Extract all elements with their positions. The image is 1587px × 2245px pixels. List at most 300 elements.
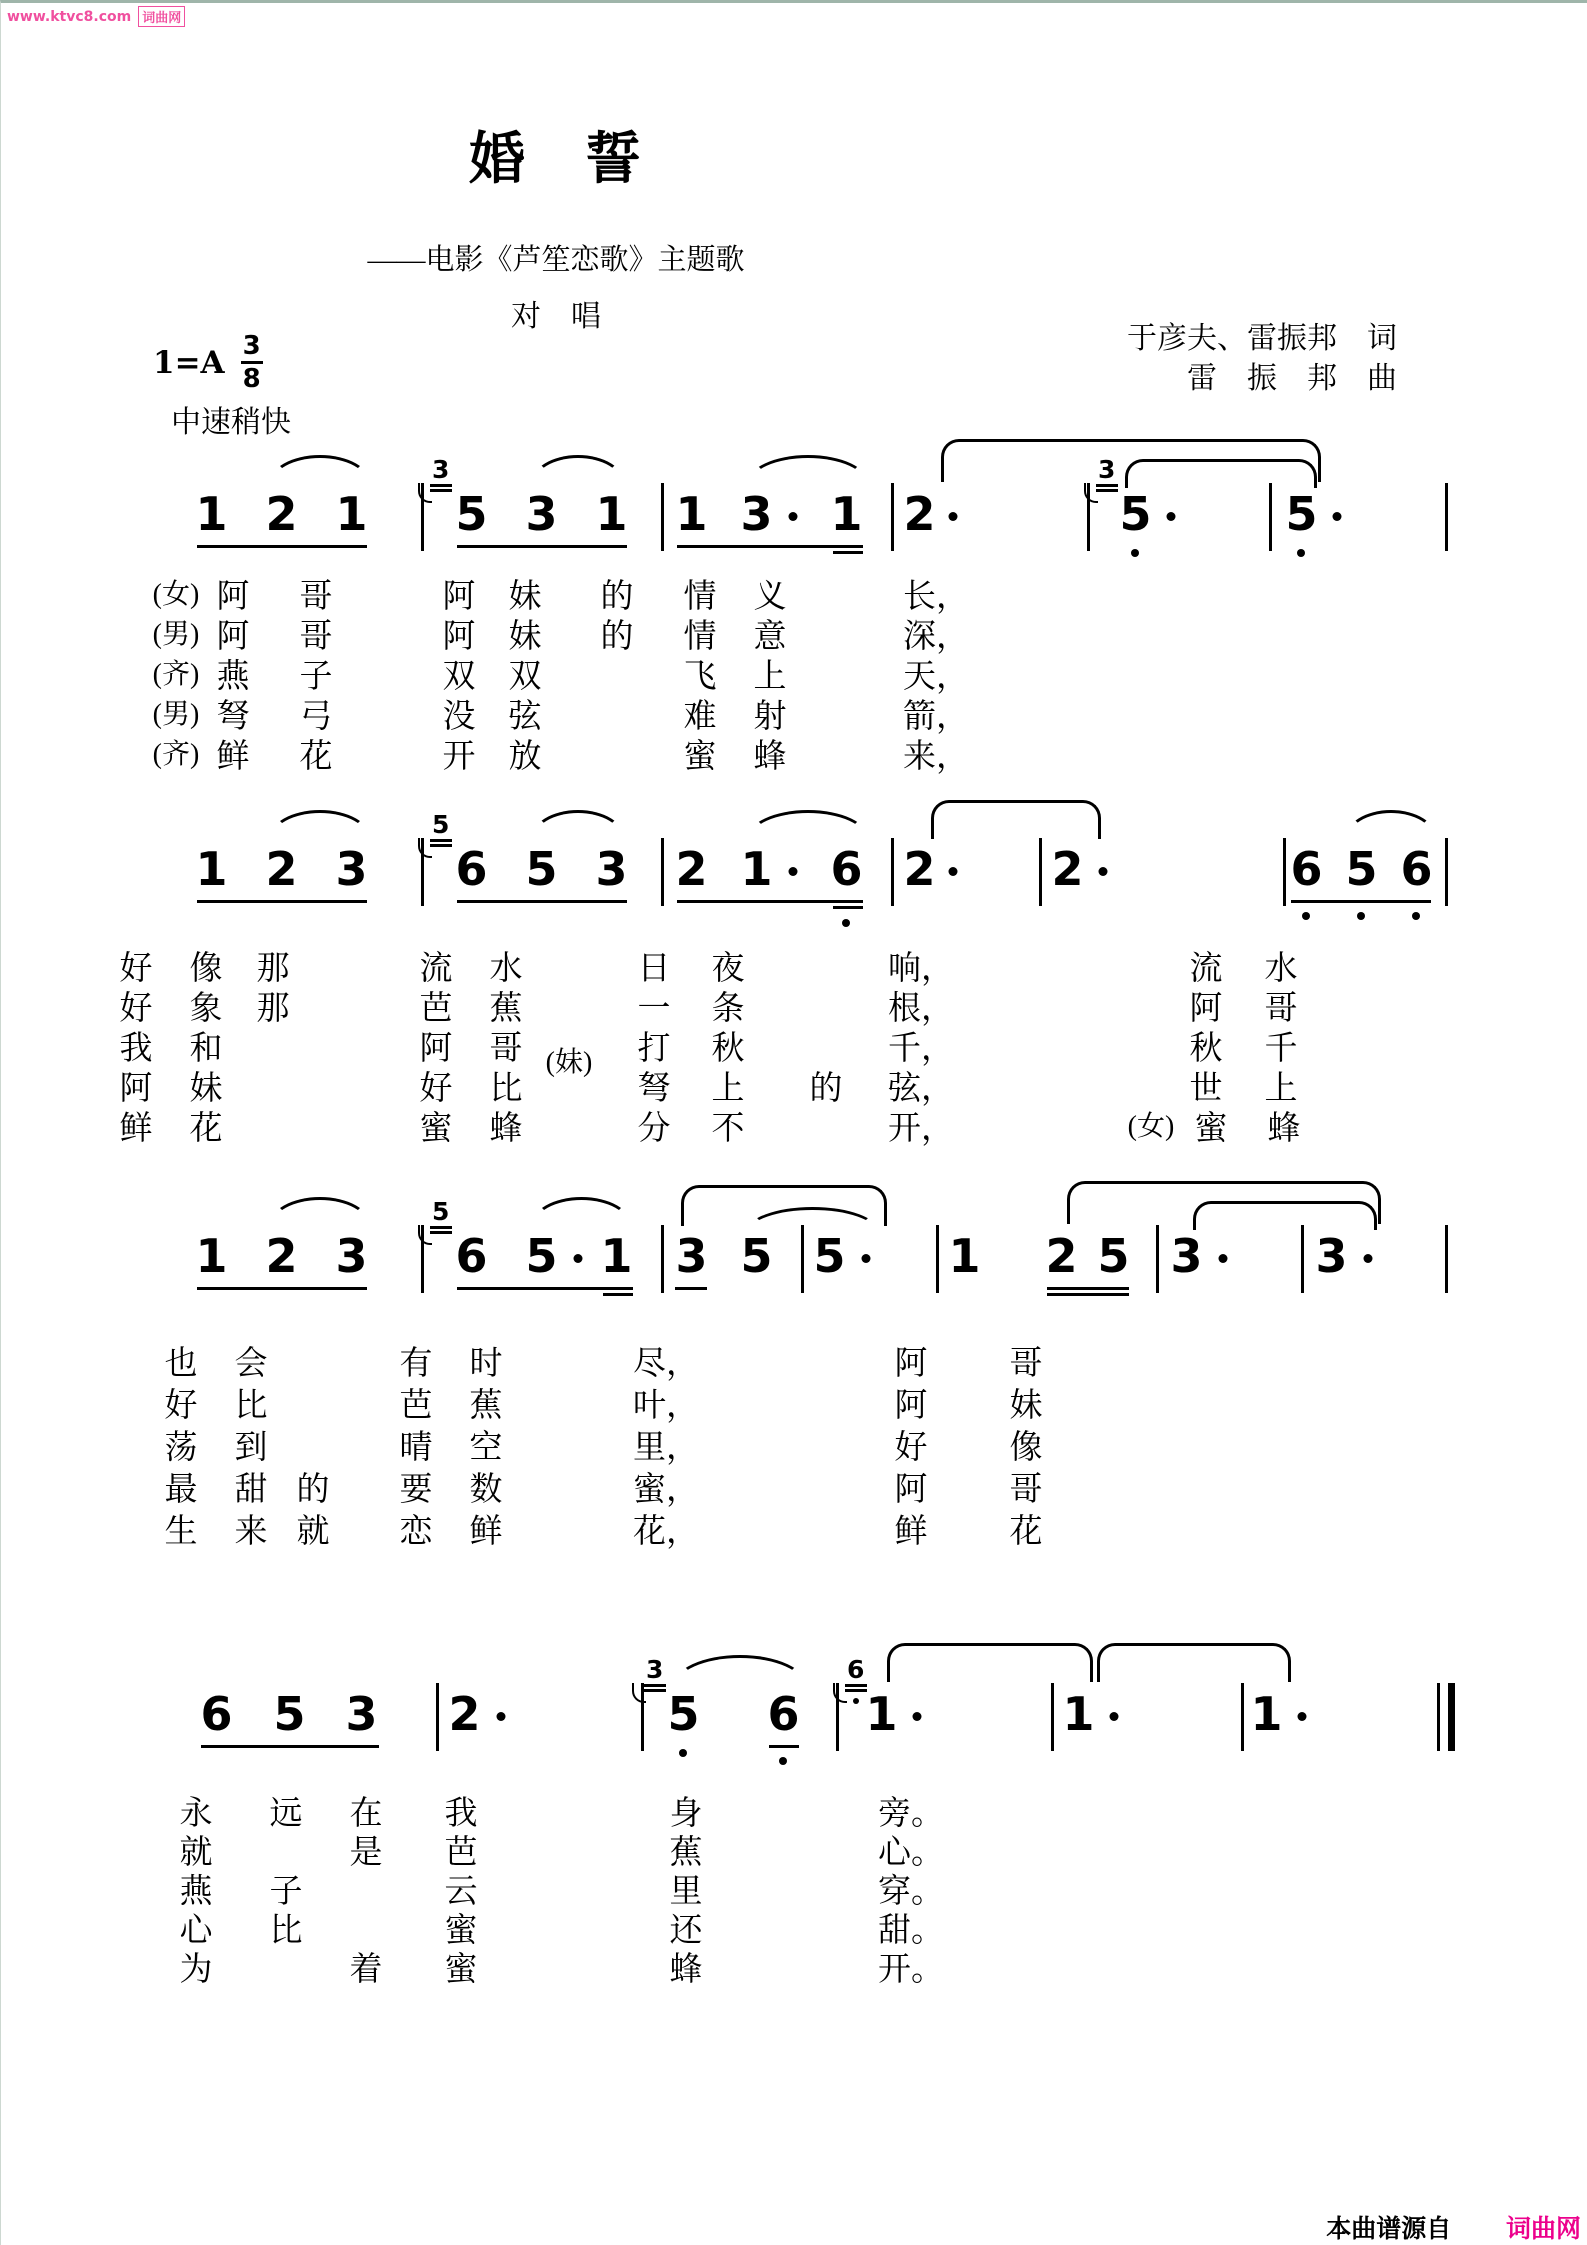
lyric-char: 象 bbox=[189, 991, 223, 1027]
lyric-char: 阿 bbox=[894, 1472, 928, 1508]
lyric-char: 燕 bbox=[216, 659, 250, 695]
beam-line bbox=[457, 545, 627, 548]
lyric-char: 情 bbox=[683, 619, 717, 655]
lyric-char: 意 bbox=[753, 619, 787, 655]
lyric-char: 和 bbox=[189, 1031, 223, 1067]
note-digit: 1 bbox=[335, 487, 367, 541]
beam-line bbox=[197, 545, 367, 548]
slur-arc bbox=[531, 1197, 632, 1226]
lyric-char: 鲜 bbox=[894, 1514, 928, 1550]
barline bbox=[936, 1225, 939, 1293]
note-digit: 6 bbox=[200, 1687, 232, 1741]
tie-bracket bbox=[1193, 1201, 1377, 1230]
credits bbox=[1127, 319, 1397, 399]
meter-numerator: 3 bbox=[242, 331, 261, 361]
grace-note: 3 bbox=[423, 457, 459, 482]
key-value: 1=A bbox=[153, 344, 225, 381]
slur-arc bbox=[747, 455, 869, 484]
slur-arc bbox=[269, 810, 371, 839]
augmentation-dot bbox=[789, 512, 798, 521]
note-digit: 5 bbox=[1345, 842, 1377, 896]
end-barline bbox=[1445, 838, 1448, 906]
lyric-char: 就 bbox=[296, 1514, 330, 1550]
note-digit: 6 bbox=[830, 842, 862, 896]
grace-note: 3 bbox=[637, 1657, 673, 1682]
note-digit: 2 bbox=[1051, 842, 1083, 896]
lyric-char: 蜜 bbox=[1194, 1111, 1228, 1147]
lyric-char: 里， bbox=[633, 1430, 699, 1466]
note-digit: 1 bbox=[865, 1687, 897, 1741]
lyric-char: 子 bbox=[299, 659, 333, 695]
beam-line bbox=[1047, 1293, 1129, 1296]
note-digit: 5 bbox=[740, 1229, 772, 1283]
lyric-char: 阿 bbox=[894, 1388, 928, 1424]
lyric-char: 那 bbox=[256, 951, 290, 987]
barline bbox=[661, 838, 664, 906]
lyric-char: 妹 bbox=[1009, 1388, 1043, 1424]
lyric-char: 数 bbox=[469, 1472, 503, 1508]
footer-source-text: 本曲谱源自 bbox=[1326, 2214, 1452, 2243]
note-digit: 5 bbox=[1097, 1229, 1129, 1283]
grace-note: 5 bbox=[423, 812, 459, 837]
note-digit: 5 bbox=[667, 1687, 699, 1741]
slur-arc bbox=[673, 1655, 807, 1686]
augmentation-dot bbox=[1099, 867, 1108, 876]
note-digit: 5 bbox=[1119, 487, 1151, 541]
end-barline bbox=[1445, 1225, 1448, 1293]
lyric-char: 哥 bbox=[1009, 1346, 1043, 1382]
lyric-char: 哥 bbox=[299, 619, 333, 655]
lyric-char: 夜 bbox=[711, 951, 745, 987]
lyric-char: 的 bbox=[809, 1071, 843, 1107]
note-digit: 6 bbox=[1400, 842, 1432, 896]
note-digit: 6 bbox=[1290, 842, 1322, 896]
beam-line bbox=[677, 545, 863, 548]
note-digit: 5 bbox=[525, 1229, 557, 1283]
lyric-char: 放 bbox=[508, 739, 542, 775]
slur-arc bbox=[531, 810, 625, 839]
augmentation-dot bbox=[1298, 1712, 1307, 1721]
note-digit: 1 bbox=[1250, 1687, 1282, 1741]
note-digit: 2 bbox=[265, 1229, 297, 1283]
lyric-char: 弩 bbox=[216, 699, 250, 735]
octave-dot-low bbox=[679, 1749, 687, 1757]
beam-line bbox=[675, 1287, 707, 1290]
augmentation-dot bbox=[949, 512, 958, 521]
lyric-char: 花 bbox=[189, 1111, 223, 1147]
lyric-char: 远 bbox=[269, 1796, 303, 1832]
lyric-char: 开。 bbox=[878, 1952, 944, 1988]
barline bbox=[891, 483, 894, 551]
beam-line bbox=[197, 1287, 367, 1290]
note-digit: 5 bbox=[525, 842, 557, 896]
barline bbox=[421, 838, 424, 906]
lyric-char: 上 bbox=[711, 1071, 745, 1107]
lyric-char: 蜂 bbox=[489, 1111, 523, 1147]
lyric-char: 开， bbox=[888, 1111, 954, 1147]
performance-type: 对 唱 bbox=[511, 300, 601, 333]
lyric-char: 流 bbox=[419, 951, 453, 987]
lyric-char: 妹 bbox=[189, 1071, 223, 1107]
slur-arc bbox=[747, 810, 869, 839]
note-digit: 2 bbox=[903, 842, 935, 896]
barline bbox=[1039, 838, 1042, 906]
barline bbox=[1051, 1683, 1054, 1751]
note-digit: 3 bbox=[525, 487, 557, 541]
lyric-char: 里 bbox=[669, 1874, 703, 1910]
lyric-char: 蜂 bbox=[1267, 1111, 1301, 1147]
lyric-char: 哥 bbox=[489, 1031, 523, 1067]
octave-dot-low bbox=[842, 919, 850, 927]
lyric-char: 尽， bbox=[633, 1346, 699, 1382]
slur-arc bbox=[531, 455, 625, 484]
lyric-char: 在 bbox=[349, 1796, 383, 1832]
lyric-char: 最 bbox=[164, 1472, 198, 1508]
beam-line bbox=[197, 900, 367, 903]
lyric-char: 阿 bbox=[216, 619, 250, 655]
lyric-char: 荡 bbox=[164, 1430, 198, 1466]
lyric-char: 旁。 bbox=[878, 1796, 944, 1832]
lyric-char: 蜜， bbox=[633, 1472, 699, 1508]
note-digit: 1 bbox=[600, 1229, 632, 1283]
lyric-char: 就 bbox=[179, 1835, 213, 1871]
lyric-char: (妹) bbox=[545, 1047, 593, 1078]
tie-bracket bbox=[887, 1643, 1093, 1682]
barline bbox=[836, 1683, 839, 1751]
note-digit: 1 bbox=[195, 487, 227, 541]
octave-dot-low bbox=[853, 1698, 859, 1704]
lyric-char: 的 bbox=[600, 579, 634, 615]
augmentation-dot bbox=[789, 867, 798, 876]
lyric-char: 阿 bbox=[419, 1031, 453, 1067]
lyric-char: (女) bbox=[152, 579, 200, 610]
lyric-char: 分 bbox=[637, 1111, 671, 1147]
lyric-char: 要 bbox=[399, 1472, 433, 1508]
barline bbox=[421, 483, 424, 551]
lyric-char: (女) bbox=[1127, 1111, 1175, 1142]
octave-dot-low bbox=[1412, 912, 1420, 920]
lyric-char: 双 bbox=[442, 659, 476, 695]
lyric-char: 芭 bbox=[419, 991, 453, 1027]
lyric-char: 穿。 bbox=[878, 1874, 944, 1910]
lyric-char: 没 bbox=[442, 699, 476, 735]
beam-line bbox=[833, 906, 863, 909]
grace-note: 6 bbox=[838, 1657, 874, 1682]
lyric-char: 花， bbox=[633, 1514, 699, 1550]
composer-credit: 雷 振 邦 曲 bbox=[1187, 362, 1397, 395]
lyric-char: 蜂 bbox=[669, 1952, 703, 1988]
lyric-char: 开 bbox=[442, 739, 476, 775]
lyric-char: 甜 bbox=[234, 1472, 268, 1508]
slur-arc bbox=[269, 1197, 371, 1226]
lyric-char: 像 bbox=[1009, 1430, 1043, 1466]
lyric-char: 叶， bbox=[633, 1388, 699, 1424]
lyric-char: 还 bbox=[669, 1913, 703, 1949]
lyric-char: 秋 bbox=[711, 1031, 745, 1067]
lyric-char: 鲜 bbox=[119, 1111, 153, 1147]
end-barline bbox=[1437, 1683, 1440, 1751]
augmentation-dot bbox=[949, 867, 958, 876]
octave-dot-low bbox=[779, 1757, 787, 1765]
lyric-char: 身 bbox=[669, 1796, 703, 1832]
lyric-char: 妹 bbox=[508, 579, 542, 615]
watermark-site-badge[interactable]: 词曲网 bbox=[138, 6, 185, 27]
lyric-char: 那 bbox=[256, 991, 290, 1027]
lyric-char: 像 bbox=[189, 951, 223, 987]
beam-line bbox=[769, 1745, 799, 1748]
note-digit: 1 bbox=[595, 487, 627, 541]
lyric-char: 的 bbox=[600, 619, 634, 655]
augmentation-dot bbox=[1219, 1254, 1228, 1263]
lyric-char: 水 bbox=[1264, 951, 1298, 987]
tempo-marking: 中速稍快 bbox=[171, 406, 291, 439]
note-digit: 5 bbox=[455, 487, 487, 541]
lyric-char: 空 bbox=[469, 1430, 503, 1466]
lyric-char: 好 bbox=[119, 991, 153, 1027]
lyric-char: 哥 bbox=[299, 579, 333, 615]
watermark-url[interactable]: www.ktvc8.com bbox=[7, 8, 132, 25]
lyric-char: 一 bbox=[637, 991, 671, 1027]
lyricist-credit: 于彦夫、雷振邦 词 bbox=[1127, 322, 1397, 355]
barline bbox=[1269, 483, 1272, 551]
site-watermark[interactable] bbox=[7, 6, 185, 27]
note-digit: 3 bbox=[675, 1229, 707, 1283]
barline bbox=[1087, 483, 1090, 551]
lyric-char: 义 bbox=[753, 579, 787, 615]
octave-dot-low bbox=[1302, 912, 1310, 920]
note-digit: 3 bbox=[1315, 1229, 1347, 1283]
lyric-char: 好 bbox=[894, 1430, 928, 1466]
note-digit: 1 bbox=[830, 487, 862, 541]
lyric-char: 深， bbox=[903, 619, 969, 655]
note-digit: 5 bbox=[273, 1687, 305, 1741]
octave-dot-low bbox=[1297, 549, 1305, 557]
lyric-char: 不 bbox=[711, 1111, 745, 1147]
lyric-char: 来 bbox=[234, 1514, 268, 1550]
lyric-char: 响， bbox=[888, 951, 954, 987]
beam-line bbox=[1047, 1287, 1129, 1290]
note-digit: 6 bbox=[767, 1687, 799, 1741]
barline bbox=[1283, 838, 1286, 906]
barline bbox=[891, 838, 894, 906]
tie-bracket bbox=[931, 800, 1101, 839]
note-digit: 2 bbox=[903, 487, 935, 541]
barline bbox=[661, 483, 664, 551]
lyric-char: 鲜 bbox=[469, 1514, 503, 1550]
lyric-char: 比 bbox=[234, 1388, 268, 1424]
lyric-char: 蜜 bbox=[419, 1111, 453, 1147]
song-subtitle: ——电影《芦笙恋歌》主题歌 bbox=[367, 244, 745, 276]
lyric-char: 弓 bbox=[299, 699, 333, 735]
grace-note: 5 bbox=[423, 1199, 459, 1224]
lyric-char: 世 bbox=[1189, 1071, 1223, 1107]
key-signature bbox=[153, 333, 263, 392]
lyric-char: 子 bbox=[269, 1874, 303, 1910]
lyric-char: 云 bbox=[444, 1874, 478, 1910]
lyric-char: 流 bbox=[1189, 951, 1223, 987]
lyric-char: 花 bbox=[299, 739, 333, 775]
augmentation-dot bbox=[1167, 512, 1176, 521]
note-digit: 3 bbox=[1170, 1229, 1202, 1283]
lyric-char: 情 bbox=[683, 579, 717, 615]
lyric-char: 好 bbox=[119, 951, 153, 987]
lyric-char: 上 bbox=[1264, 1071, 1298, 1107]
note-digit: 2 bbox=[265, 487, 297, 541]
lyric-char: 射 bbox=[753, 699, 787, 735]
lyric-char: 蕉 bbox=[469, 1388, 503, 1424]
lyric-char: 条 bbox=[711, 991, 745, 1027]
lyric-char: 蜜 bbox=[444, 1913, 478, 1949]
note-digit: 1 bbox=[740, 842, 772, 896]
lyric-char: 鲜 bbox=[216, 739, 250, 775]
lyric-char: 阿 bbox=[216, 579, 250, 615]
note-digit: 5 bbox=[1285, 487, 1317, 541]
beam-line bbox=[1291, 900, 1431, 903]
lyric-char: (齐) bbox=[152, 659, 200, 690]
lyric-char: 飞 bbox=[683, 659, 717, 695]
lyric-char: 蕉 bbox=[489, 991, 523, 1027]
lyric-char: 着 bbox=[349, 1952, 383, 1988]
note-digit: 1 bbox=[1062, 1687, 1094, 1741]
lyric-char: 芭 bbox=[444, 1835, 478, 1871]
note-digit: 3 bbox=[345, 1687, 377, 1741]
note-digit: 1 bbox=[675, 487, 707, 541]
lyric-char: 阿 bbox=[119, 1071, 153, 1107]
lyric-char: 晴 bbox=[399, 1430, 433, 1466]
lyric-char: 比 bbox=[489, 1071, 523, 1107]
note-digit: 2 bbox=[265, 842, 297, 896]
note-digit: 2 bbox=[448, 1687, 480, 1741]
lyric-char: 难 bbox=[683, 699, 717, 735]
lyric-char: 来， bbox=[903, 739, 969, 775]
lyric-char: 弦 bbox=[508, 699, 542, 735]
barline bbox=[421, 1225, 424, 1293]
lyric-char: 我 bbox=[444, 1796, 478, 1832]
lyric-char: 为 bbox=[179, 1952, 213, 1988]
beam-line bbox=[833, 551, 863, 554]
lyric-char: 哥 bbox=[1009, 1472, 1043, 1508]
lyric-char: 双 bbox=[508, 659, 542, 695]
augmentation-dot bbox=[1110, 1712, 1119, 1721]
lyric-char: 秋 bbox=[1189, 1031, 1223, 1067]
lyric-char: 好 bbox=[164, 1388, 198, 1424]
lyric-char: 千， bbox=[888, 1031, 954, 1067]
footer-site-link[interactable]: 词曲网 bbox=[1505, 2214, 1581, 2243]
barline bbox=[801, 1225, 804, 1293]
lyric-char: 花 bbox=[1009, 1514, 1043, 1550]
lyric-char: 水 bbox=[489, 951, 523, 987]
lyric-char: 芭 bbox=[399, 1388, 433, 1424]
lyric-char: 根， bbox=[888, 991, 954, 1027]
lyric-char: 燕 bbox=[179, 1874, 213, 1910]
lyric-char: 长， bbox=[903, 579, 969, 615]
lyric-char: 天， bbox=[903, 659, 969, 695]
barline bbox=[641, 1683, 644, 1751]
footer-attribution bbox=[1326, 2209, 1581, 2245]
lyric-char: 也 bbox=[164, 1346, 198, 1382]
beam-line bbox=[677, 900, 863, 903]
beam-line bbox=[201, 1745, 379, 1748]
lyric-char: 心 bbox=[179, 1913, 213, 1949]
lyric-char: 恋 bbox=[399, 1514, 433, 1550]
beam-line bbox=[603, 1293, 633, 1296]
beam-line bbox=[457, 900, 627, 903]
end-barline bbox=[1445, 483, 1448, 551]
barline bbox=[1301, 1225, 1304, 1293]
lyric-char: 阿 bbox=[1189, 991, 1223, 1027]
note-digit: 1 bbox=[195, 842, 227, 896]
meter-denominator: 8 bbox=[242, 364, 261, 394]
octave-dot-low bbox=[1357, 912, 1365, 920]
note-digit: 3 bbox=[335, 842, 367, 896]
tie-bracket bbox=[1097, 1643, 1291, 1682]
beam-line bbox=[457, 1287, 633, 1290]
lyric-char: 蜜 bbox=[444, 1952, 478, 1988]
barline bbox=[1156, 1225, 1159, 1293]
note-digit: 3 bbox=[595, 842, 627, 896]
lyric-char: 弩 bbox=[637, 1071, 671, 1107]
note-digit: 2 bbox=[675, 842, 707, 896]
lyric-char: 永 bbox=[179, 1796, 213, 1832]
grace-note: 3 bbox=[1089, 457, 1125, 482]
note-digit: 5 bbox=[813, 1229, 845, 1283]
lyric-char: 弦， bbox=[888, 1071, 954, 1107]
slur-arc bbox=[269, 455, 371, 484]
lyric-char: 到 bbox=[234, 1430, 268, 1466]
lyric-char: (男) bbox=[152, 699, 200, 730]
lyric-char: 蜜 bbox=[683, 739, 717, 775]
lyric-char: 时 bbox=[469, 1346, 503, 1382]
lyric-char: 会 bbox=[234, 1346, 268, 1382]
lyric-char: 生 bbox=[164, 1514, 198, 1550]
lyric-char: 阿 bbox=[442, 619, 476, 655]
augmentation-dot bbox=[913, 1712, 922, 1721]
barline bbox=[1241, 1683, 1244, 1751]
lyric-char: 哥 bbox=[1264, 991, 1298, 1027]
lyric-char: 妹 bbox=[508, 619, 542, 655]
lyric-char: 有 bbox=[399, 1346, 433, 1382]
note-digit: 6 bbox=[455, 1229, 487, 1283]
lyric-char: 我 bbox=[119, 1031, 153, 1067]
note-digit: 1 bbox=[195, 1229, 227, 1283]
time-signature bbox=[241, 333, 263, 392]
barline bbox=[436, 1683, 439, 1751]
note-digit: 3 bbox=[335, 1229, 367, 1283]
lyric-char: (齐) bbox=[152, 739, 200, 770]
octave-dot-low bbox=[1131, 549, 1139, 557]
tie-bracket bbox=[1125, 459, 1317, 488]
note-digit: 6 bbox=[455, 842, 487, 896]
song-title: 婚 誓 bbox=[469, 129, 643, 191]
lyric-char: 好 bbox=[419, 1071, 453, 1107]
lyric-char: 比 bbox=[269, 1913, 303, 1949]
lyric-char: (男) bbox=[152, 619, 200, 650]
lyric-char: 千 bbox=[1264, 1031, 1298, 1067]
barline bbox=[661, 1225, 664, 1293]
lyric-char: 甜。 bbox=[878, 1913, 944, 1949]
lyric-char: 心。 bbox=[878, 1835, 944, 1871]
lyric-char: 阿 bbox=[894, 1346, 928, 1382]
lyric-char: 日 bbox=[637, 951, 671, 987]
lyric-char: 箭， bbox=[903, 699, 969, 735]
note-digit: 3 bbox=[740, 487, 772, 541]
lyric-char: 蕉 bbox=[669, 1835, 703, 1871]
slur-arc bbox=[1345, 810, 1437, 839]
lyric-char: 是 bbox=[349, 1835, 383, 1871]
lyric-char: 的 bbox=[296, 1472, 330, 1508]
final-thick-barline bbox=[1448, 1683, 1455, 1751]
augmentation-dot bbox=[574, 1254, 583, 1263]
